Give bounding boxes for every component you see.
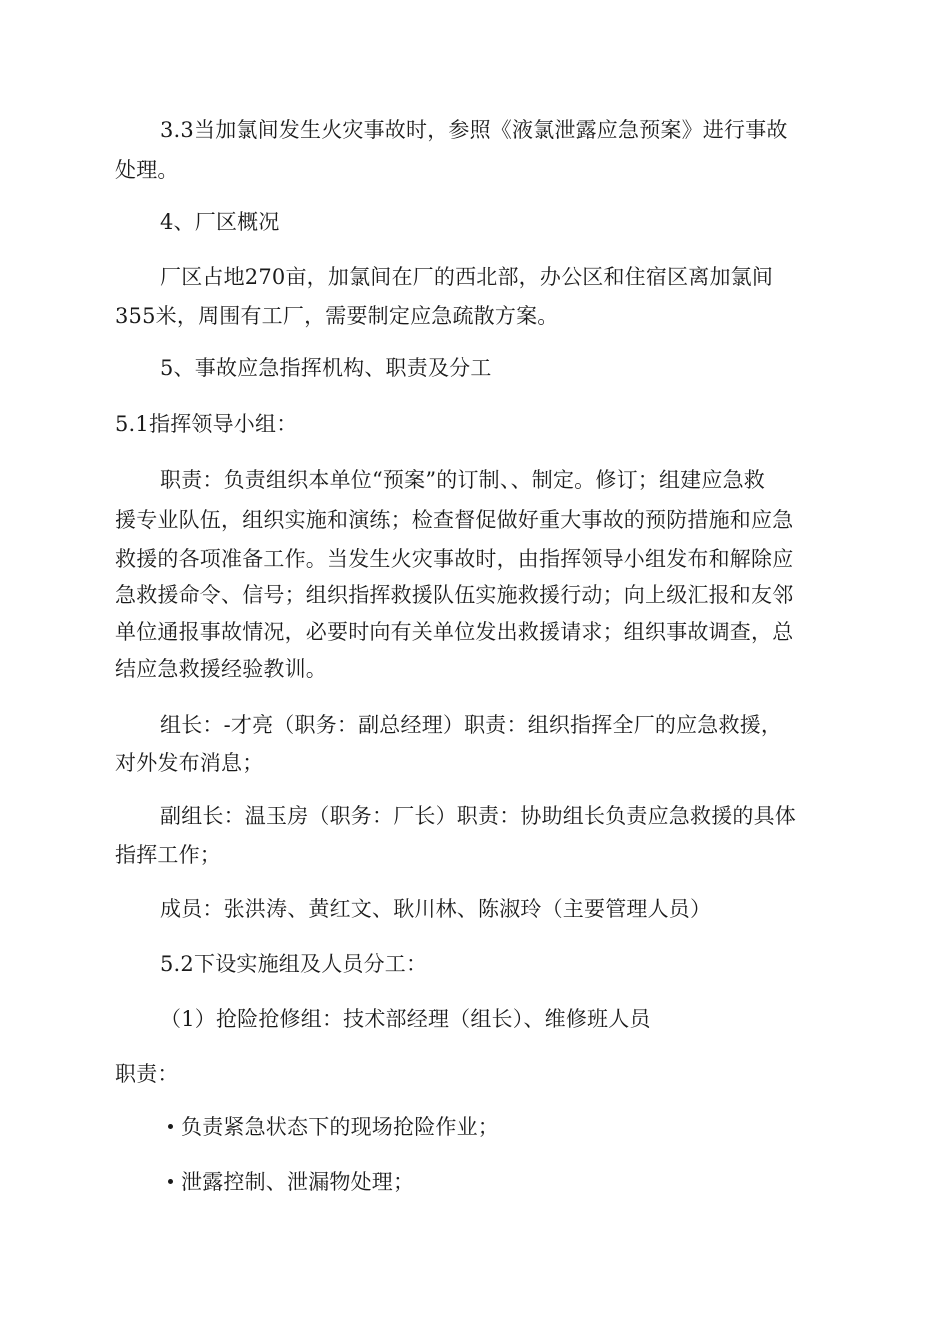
section-5-1-heading: 5.1指挥领导小组： [115,412,298,436]
bullet-item-1-text: 负责紧急状态下的现场抢险作业； [181,1115,499,1139]
bullet-item-2-text: 泄露控制、泄漏物处理； [181,1170,415,1194]
bullet-item-1 [168,1114,499,1140]
plant-overview-line-1: 厂区占地270亩，加氯间在厂的西北部，办公区和住宿区离加氯间 [160,265,774,289]
duties-line-5: 单位通报事故情况，必要时向有关单位发出救援请求；组织事故调查，总 [115,620,794,644]
paragraph-3-3-line-1: 3.3当加氯间发生火灾事故时，参照《液氯泄露应急预案》进行事故 [160,118,788,142]
bullet-icon [168,1124,173,1129]
rescue-duties-label: 职责： [115,1062,179,1086]
section-5-heading: 5、事故应急指挥机构、职责及分工 [160,356,492,380]
paragraph-3-3-line-2: 处理。 [115,158,179,182]
section-4-heading: 4、厂区概况 [160,210,280,234]
members-line: 成员：张洪涛、黄红文、耿川林、陈淑玲（主要管理人员） [160,897,712,921]
bullet-item-2 [168,1169,414,1195]
duties-line-6: 结应急救援经验教训。 [115,657,327,681]
duties-line-3: 救援的各项准备工作。当发生火灾事故时，由指挥领导小组发布和解除应 [115,547,794,571]
duties-line-2: 援专业队伍，组织实施和演练；检查督促做好重大事故的预防措施和应急 [115,508,794,532]
duties-line-1: 职责：负责组织本单位“预案”的订制、、制定。修订；组建应急救 [160,468,765,492]
group-leader-line-1: 组长：-才亮（职务：副总经理）职责：组织指挥全厂的应急救援， [160,713,783,737]
duties-line-4: 急救援命令、信号；组织指挥救援队伍实施救援行动；向上级汇报和友邻 [115,583,794,607]
deputy-leader-line-2: 指挥工作； [115,843,221,867]
rescue-team-line: （1）抢险抢修组：技术部经理（组长）、维修班人员 [160,1007,651,1031]
plant-overview-line-2: 355米，周围有工厂，需要制定应急疏散方案。 [115,304,559,328]
bullet-icon [168,1179,173,1184]
section-5-2-heading: 5.2下设实施组及人员分工： [160,952,428,976]
deputy-leader-line-1: 副组长：温玉房（职务：厂长）职责：协助组长负责应急救援的具体 [160,804,796,828]
group-leader-line-2: 对外发布消息； [115,751,264,775]
